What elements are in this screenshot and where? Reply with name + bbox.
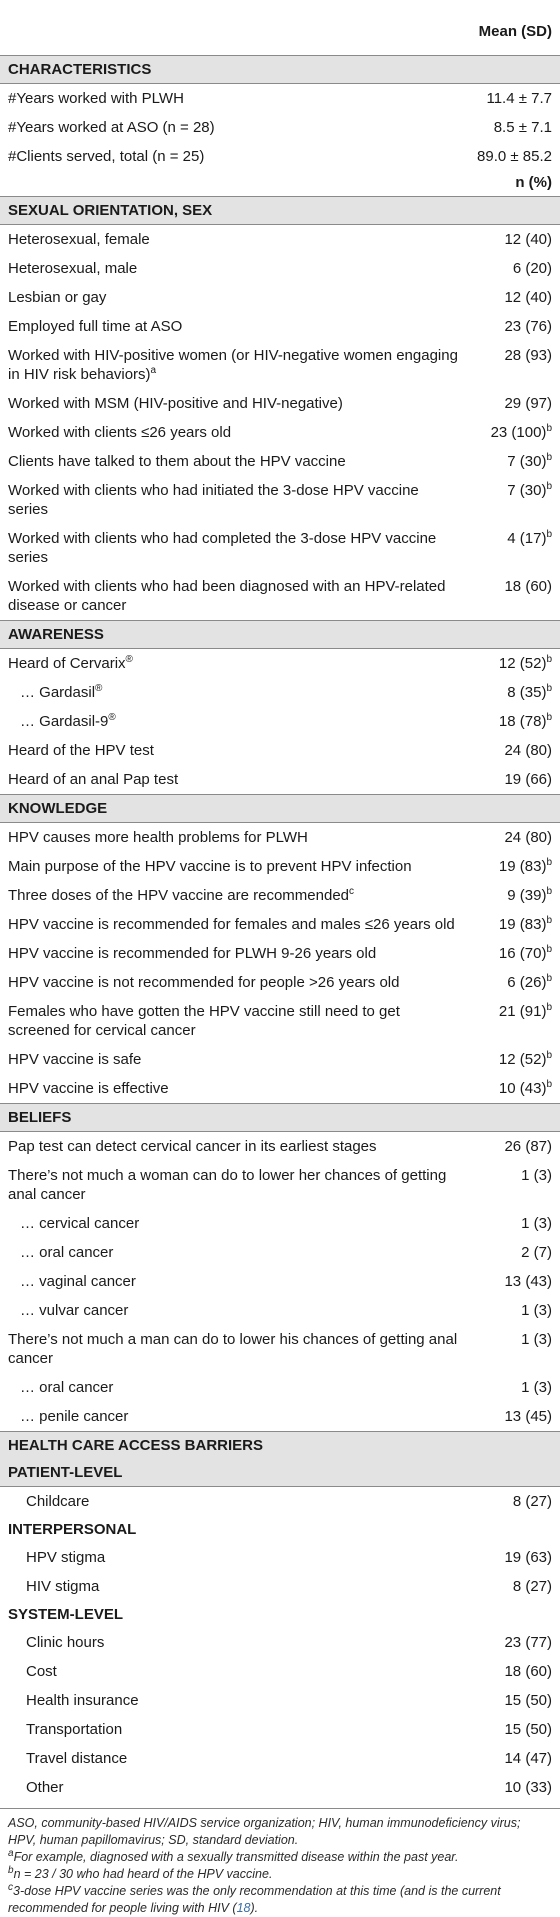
label-footnote-mark: ®: [95, 683, 103, 694]
row-value: [462, 524, 560, 572]
row-value: [462, 476, 560, 524]
row-label-text: Worked with clients who had initiated the 3-dose HPV vaccine series: [8, 482, 419, 518]
table-row: [0, 939, 560, 968]
value-footnote-mark: b: [546, 712, 552, 723]
section-barriers: HEALTH CARE ACCESS BARRIERS: [0, 1432, 560, 1460]
table-row: [0, 765, 560, 795]
table-footnotes: [0, 1808, 560, 1917]
row-value: [462, 823, 560, 853]
row-value-text: 10 (43): [498, 1080, 547, 1097]
row-value-text: 1 (3): [521, 1331, 552, 1348]
row-label-text: There’s not much a man can do to lower his chances of getting anal cancer: [8, 1331, 458, 1367]
row-value-text: 9 (39): [507, 887, 547, 904]
row-label-text: Heard of the HPV test: [8, 742, 154, 759]
row-label: [0, 678, 462, 707]
row-value: [462, 1074, 560, 1104]
row-value-text: 12 (52): [498, 1051, 547, 1068]
row-label: [0, 1402, 462, 1432]
table-row: [0, 389, 560, 418]
value-footnote-mark: b: [546, 857, 552, 868]
table-row: [0, 881, 560, 910]
subsection-system-level-row: [0, 1601, 560, 1628]
row-label-text: Travel distance: [26, 1750, 128, 1767]
table-row: [0, 649, 560, 679]
row-value-text: 19 (83): [498, 858, 547, 875]
table-row: [0, 1744, 560, 1773]
row-label-text: Transportation: [26, 1721, 123, 1738]
row-label: [0, 1686, 462, 1715]
section-sexual-orientation-row: [0, 197, 560, 225]
row-value: [462, 910, 560, 939]
row-value: [462, 1543, 560, 1572]
table-row: [0, 1161, 560, 1209]
row-value: [462, 447, 560, 476]
row-label-text: Worked with clients who had been diagnosed with an HPV-related disease or cancer: [8, 578, 446, 614]
footnote-abbreviations: ASO, community-based HIV/AIDS service organization; HIV, human immunodeficiency virus; HPV, human papillomavirus; SD, standard deviation.: [8, 1816, 521, 1847]
row-label-text: … oral cancer: [20, 1379, 114, 1396]
row-label-text: HPV vaccine is recommended for females and males ≤26 years old: [8, 916, 455, 933]
row-value: [462, 1715, 560, 1744]
row-value-text: 1 (3): [521, 1302, 552, 1319]
row-label-text: Worked with MSM (HIV-positive and HIV-negative): [8, 395, 343, 412]
row-label: [0, 1628, 462, 1657]
row-value: [462, 852, 560, 881]
row-value-text: 26 (87): [504, 1138, 552, 1155]
row-value-text: 6 (20): [512, 260, 552, 277]
row-value-text: 8 (35): [507, 684, 547, 701]
table-row: [0, 572, 560, 621]
row-label: [0, 968, 462, 997]
row-value: [462, 572, 560, 621]
row-label: [0, 881, 462, 910]
row-label-text: #Clients served, total (n = 25): [8, 148, 205, 165]
row-label: [0, 524, 462, 572]
row-value: [462, 939, 560, 968]
row-label-text: … vaginal cancer: [20, 1273, 136, 1290]
section-awareness: AWARENESS: [0, 621, 560, 649]
row-value-text: 6 (26): [507, 974, 547, 991]
row-label: [0, 1773, 462, 1802]
reference-link[interactable]: 18: [236, 1901, 251, 1915]
row-label-text: … Gardasil-9: [20, 713, 109, 730]
row-label-text: #Years worked at ASO (n = 28): [8, 119, 215, 136]
row-value: [462, 1296, 560, 1325]
row-value: [462, 1238, 560, 1267]
row-value-text: 13 (45): [504, 1408, 552, 1425]
row-value-text: 1 (3): [521, 1379, 552, 1396]
row-label: [0, 225, 462, 255]
section-barriers-row: [0, 1432, 560, 1460]
row-value-text: 4 (17): [507, 530, 547, 547]
section-knowledge-row: [0, 795, 560, 823]
table-row: [0, 1238, 560, 1267]
column-header-row-n: [0, 171, 560, 197]
row-value-text: 18 (60): [504, 578, 552, 595]
table-row: [0, 1773, 560, 1802]
row-label-text: Other: [26, 1779, 64, 1796]
row-value: [462, 84, 560, 114]
row-value-text: 14 (47): [504, 1750, 552, 1767]
table-row: [0, 283, 560, 312]
row-value-text: 18 (78): [498, 713, 547, 730]
footnote-b: $^b$n = 23 / 30 who had heard of the HPV vaccine.: [8, 1864, 273, 1881]
row-label-text: #Years worked with PLWH: [8, 90, 184, 107]
row-value: [462, 1657, 560, 1686]
row-value-text: 19 (63): [504, 1549, 552, 1566]
row-label-text: Clients have talked to them about the HPV vaccine: [8, 453, 346, 470]
row-label: [0, 447, 462, 476]
row-value-text: 11.4 ± 7.7: [486, 90, 552, 107]
row-label: [0, 418, 462, 447]
row-label: [0, 113, 462, 142]
row-label-text: Childcare: [26, 1493, 90, 1510]
table-row: [0, 476, 560, 524]
value-footnote-mark: b: [546, 529, 552, 540]
row-label: [0, 1045, 462, 1074]
row-label: [0, 283, 462, 312]
row-label-text: Worked with clients ≤26 years old: [8, 424, 232, 441]
subsection-patient-level-row: [0, 1459, 560, 1487]
table-row: [0, 1296, 560, 1325]
table-row: [0, 1572, 560, 1601]
table-row: [0, 524, 560, 572]
row-value: [462, 1325, 560, 1373]
row-label-text: Clinic hours: [26, 1634, 105, 1651]
row-value: [462, 1267, 560, 1296]
row-value: [462, 1373, 560, 1402]
row-value-text: 23 (100): [490, 424, 547, 441]
table-row: [0, 1657, 560, 1686]
row-value-text: 21 (91): [498, 1003, 547, 1020]
section-beliefs-row: [0, 1104, 560, 1132]
empty-cell: [0, 171, 462, 197]
row-label-text: … penile cancer: [20, 1408, 129, 1425]
row-label-text: Worked with clients who had completed the 3-dose HPV vaccine series: [8, 530, 437, 566]
label-footnote-mark: ®: [108, 712, 116, 723]
row-value: [462, 312, 560, 341]
row-value-text: 18 (60): [504, 1663, 552, 1680]
row-label-text: Cost: [26, 1663, 57, 1680]
row-value-text: 8 (27): [512, 1493, 552, 1510]
row-value-text: 13 (43): [504, 1273, 552, 1290]
table-row: [0, 1267, 560, 1296]
row-value: [462, 341, 560, 389]
table-row: [0, 707, 560, 736]
label-footnote-mark: c: [349, 886, 355, 897]
row-value-text: 7 (30): [507, 453, 547, 470]
value-footnote-mark: b: [546, 1079, 552, 1090]
section-knowledge: KNOWLEDGE: [0, 795, 560, 823]
column-header-mean-sd: Mean (SD): [478, 23, 552, 40]
row-label: [0, 1296, 462, 1325]
row-label: [0, 823, 462, 853]
row-value-text: 24 (80): [504, 829, 552, 846]
row-label-text: … vulvar cancer: [20, 1302, 129, 1319]
row-value: [462, 968, 560, 997]
row-value: [462, 1572, 560, 1601]
row-label: [0, 910, 462, 939]
row-value: [462, 997, 560, 1045]
row-value-text: 8 (27): [512, 1578, 552, 1595]
row-value-text: 12 (40): [504, 231, 552, 248]
row-label: [0, 939, 462, 968]
row-label-text: HPV vaccine is safe: [8, 1051, 142, 1068]
row-label-text: HIV stigma: [26, 1578, 100, 1595]
section-sexual-orientation: SEXUAL ORIENTATION, SEX: [0, 197, 560, 225]
table-row: [0, 1209, 560, 1238]
row-label: [0, 1715, 462, 1744]
row-label-text: Health insurance: [26, 1692, 139, 1709]
table-row: [0, 254, 560, 283]
label-footnote-mark: a: [150, 365, 157, 376]
row-label-text: Heterosexual, male: [8, 260, 138, 277]
row-label-text: Employed full time at ASO: [8, 318, 183, 335]
value-footnote-mark: b: [546, 452, 552, 463]
row-label: [0, 649, 462, 679]
row-label-text: Pap test can detect cervical cancer in its earliest stages: [8, 1138, 377, 1155]
row-label: [0, 1657, 462, 1686]
table-row: [0, 113, 560, 142]
row-label: [0, 997, 462, 1045]
row-label: [0, 84, 462, 114]
table-row: [0, 418, 560, 447]
row-label: [0, 476, 462, 524]
row-value-text: 23 (76): [504, 318, 552, 335]
row-value-text: 29 (97): [504, 395, 552, 412]
row-label-text: Heard of an anal Pap test: [8, 771, 179, 788]
value-footnote-mark: b: [546, 973, 552, 984]
row-label: [0, 389, 462, 418]
row-label: [0, 1487, 462, 1517]
row-value: [462, 1773, 560, 1802]
column-header-n-percent: n (%): [515, 174, 552, 191]
row-value: [462, 765, 560, 795]
footnote-c: $^c$3-dose HPV vaccine series was the only recommendation at this time (and is the current recommended for people living with HIV (18).: [8, 1881, 501, 1915]
row-value: [462, 707, 560, 736]
row-value: [462, 113, 560, 142]
row-value-text: 1 (3): [521, 1167, 552, 1184]
row-label: [0, 1325, 462, 1373]
row-value: [462, 1209, 560, 1238]
row-value: [462, 254, 560, 283]
subsection-patient-level: PATIENT-LEVEL: [0, 1459, 560, 1487]
row-value: [462, 678, 560, 707]
table-row: [0, 1373, 560, 1402]
row-value-text: 24 (80): [504, 742, 552, 759]
subsection-interpersonal-row: [0, 1516, 560, 1543]
label-footnote-mark: ®: [125, 654, 133, 665]
table-row: [0, 910, 560, 939]
table-row: [0, 142, 560, 171]
row-label: [0, 1209, 462, 1238]
value-footnote-mark: b: [546, 944, 552, 955]
value-footnote-mark: b: [546, 886, 552, 897]
row-label: [0, 1132, 462, 1162]
row-label-text: Females who have gotten the HPV vaccine still need to get screened for cervical cancer: [8, 1003, 400, 1039]
value-footnote-mark: b: [546, 915, 552, 926]
row-label-text: HPV vaccine is recommended for PLWH 9-26 years old: [8, 945, 377, 962]
row-label: [0, 254, 462, 283]
row-value: [462, 736, 560, 765]
row-label: [0, 341, 462, 389]
row-label-text: HPV causes more health problems for PLWH: [8, 829, 308, 846]
row-label: [0, 1161, 462, 1209]
row-value: [462, 1628, 560, 1657]
value-footnote-mark: b: [546, 481, 552, 492]
value-footnote-mark: b: [546, 1050, 552, 1061]
table-row: [0, 1686, 560, 1715]
row-value: [462, 418, 560, 447]
row-value-text: 12 (52): [498, 655, 547, 672]
footnote-a: $^a$For example, diagnosed with a sexually transmitted disease within the past year.: [8, 1847, 459, 1864]
row-value: [462, 1045, 560, 1074]
row-value-text: 15 (50): [504, 1721, 552, 1738]
row-label-text: Lesbian or gay: [8, 289, 107, 306]
row-label-text: … oral cancer: [20, 1244, 114, 1261]
row-label-text: Three doses of the HPV vaccine are recommended: [8, 887, 350, 904]
table-row: [0, 1543, 560, 1572]
table-row: [0, 1715, 560, 1744]
row-label-text: Main purpose of the HPV vaccine is to prevent HPV infection: [8, 858, 412, 875]
row-label: [0, 572, 462, 621]
row-value: [462, 142, 560, 171]
row-value: [462, 225, 560, 255]
row-label: [0, 312, 462, 341]
row-label: [0, 707, 462, 736]
value-footnote-mark: b: [546, 683, 552, 694]
row-label-text: … Gardasil: [20, 684, 96, 701]
row-value: [462, 1686, 560, 1715]
table-row: [0, 1487, 560, 1517]
row-value-text: 1 (3): [521, 1215, 552, 1232]
row-label: [0, 1373, 462, 1402]
row-label-text: HPV stigma: [26, 1549, 106, 1566]
table-row: [0, 678, 560, 707]
section-awareness-row: [0, 621, 560, 649]
table-row: [0, 1628, 560, 1657]
row-value-text: 89.0 ± 85.2: [477, 148, 552, 165]
row-value-text: 28 (93): [504, 347, 552, 364]
table-row: [0, 997, 560, 1045]
subsection-system-level: SYSTEM-LEVEL: [8, 1606, 124, 1623]
table-row: [0, 1045, 560, 1074]
row-label-text: … cervical cancer: [20, 1215, 140, 1232]
row-value-text: 12 (40): [504, 289, 552, 306]
row-value: [462, 389, 560, 418]
row-label-text: There’s not much a woman can do to lower her chances of getting anal cancer: [8, 1167, 447, 1203]
row-value: [462, 1132, 560, 1162]
row-label: [0, 1074, 462, 1104]
row-value: [462, 881, 560, 910]
row-label-text: HPV vaccine is not recommended for people >26 years old: [8, 974, 400, 991]
row-value: [462, 283, 560, 312]
row-value-text: 15 (50): [504, 1692, 552, 1709]
row-label: [0, 736, 462, 765]
table-row: [0, 341, 560, 389]
row-value-text: 16 (70): [498, 945, 547, 962]
table-row: [0, 1325, 560, 1373]
table-row: [0, 736, 560, 765]
row-label: [0, 852, 462, 881]
row-value-text: 19 (66): [504, 771, 552, 788]
row-label-text: Heterosexual, female: [8, 231, 150, 248]
row-value-text: 8.5 ± 7.1: [493, 119, 552, 136]
row-value: [462, 1161, 560, 1209]
row-label: [0, 1543, 462, 1572]
row-value-text: 23 (77): [504, 1634, 552, 1651]
table-row: [0, 312, 560, 341]
table-row: [0, 1132, 560, 1162]
table-row: [0, 1402, 560, 1432]
row-value: [462, 1487, 560, 1517]
row-value-text: 19 (83): [498, 916, 547, 933]
table-row: [0, 84, 560, 114]
row-value: [462, 649, 560, 679]
row-label: [0, 765, 462, 795]
table-row: [0, 823, 560, 853]
row-value-text: 2 (7): [521, 1244, 552, 1261]
row-label-text: HPV vaccine is effective: [8, 1080, 169, 1097]
table-row: [0, 852, 560, 881]
table-row: [0, 968, 560, 997]
section-characteristics-row: [0, 56, 560, 84]
section-characteristics: CHARACTERISTICS: [0, 56, 560, 84]
row-value: [462, 1402, 560, 1432]
subsection-interpersonal: INTERPERSONAL: [8, 1521, 137, 1538]
row-label: [0, 1572, 462, 1601]
value-footnote-mark: b: [546, 654, 552, 665]
row-label: [0, 1267, 462, 1296]
row-label: [0, 142, 462, 171]
row-label: [0, 1744, 462, 1773]
row-label: [0, 1238, 462, 1267]
row-value-text: 10 (33): [504, 1779, 552, 1796]
row-label-text: Heard of Cervarix: [8, 655, 126, 672]
table-row: [0, 447, 560, 476]
table-row: [0, 1074, 560, 1104]
table-row: [0, 225, 560, 255]
row-value-text: 7 (30): [507, 482, 547, 499]
section-beliefs: BELIEFS: [0, 1104, 560, 1132]
row-label-text: Worked with HIV-positive women (or HIV-negative women engaging in HIV risk behaviors): [8, 347, 458, 383]
value-footnote-mark: b: [546, 1002, 552, 1013]
row-value: [462, 1744, 560, 1773]
value-footnote-mark: b: [546, 423, 552, 434]
